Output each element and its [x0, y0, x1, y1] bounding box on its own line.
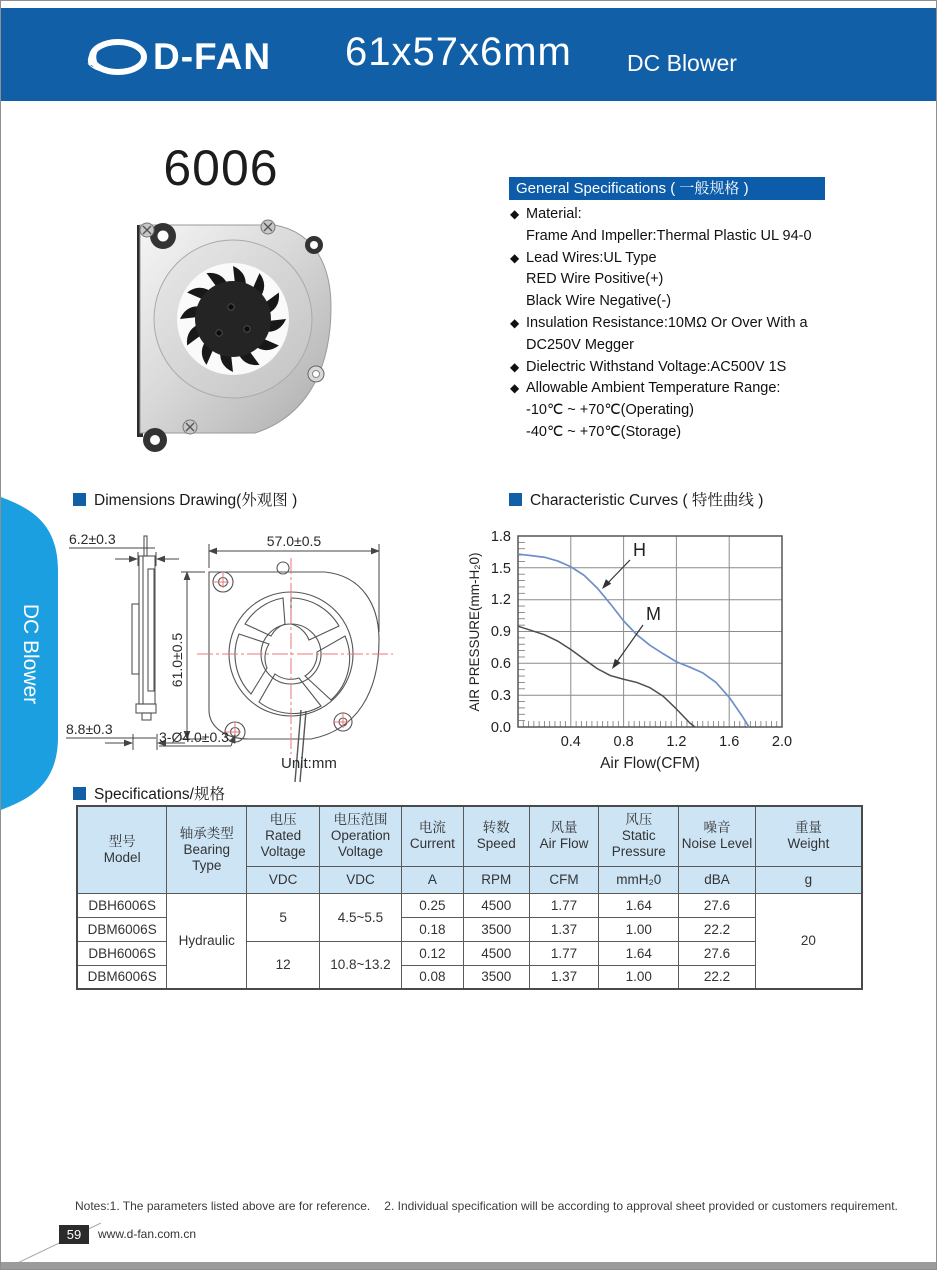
spec-line: [510, 400, 910, 422]
header-bar: [1, 8, 936, 101]
col-header-rated-voltage: 电压 Rated Voltage: [247, 806, 320, 866]
spec-line: [510, 248, 910, 270]
diamond-bullet-icon: [510, 400, 526, 422]
characteristic-curves-chart: [465, 512, 927, 778]
unit-label: Unit:mm: [281, 755, 337, 772]
diamond-bullet-icon: ◆: [510, 315, 520, 330]
xtick: 1.6: [719, 734, 740, 750]
brand-name: D-FAN: [153, 36, 272, 77]
cell-airflow: 1.77: [529, 941, 599, 965]
cell-model: DBH6006S: [77, 941, 167, 965]
annotation-h: [599, 540, 646, 591]
diamond-bullet-icon: ◆: [510, 381, 520, 396]
cell-current: 0.18: [401, 917, 463, 941]
spec-line: [510, 335, 910, 357]
spec-text: Insulation Resistance:10MΩ Or Over With a: [526, 314, 808, 331]
cell-noise: 22.2: [679, 917, 756, 941]
diamond-bullet-icon: [510, 335, 526, 357]
spec-line: [510, 204, 910, 226]
unit-g: g: [755, 866, 862, 893]
diamond-bullet-icon: ◆: [510, 359, 520, 374]
dim-bottom-label: 8.8±0.3: [66, 721, 113, 737]
section-specifications-label: Specifications/规格: [94, 786, 225, 803]
cell-voltage: 12: [247, 941, 320, 989]
specifications-table: [76, 805, 863, 990]
spec-line: [510, 357, 910, 379]
page-number: 59: [59, 1225, 89, 1244]
diamond-bullet-icon: [510, 422, 526, 444]
diamond-bullet-icon: ◆: [510, 250, 520, 265]
fan-product-photo: [127, 211, 339, 453]
general-specs-title: General Specifications ( 一般规格 ): [509, 177, 825, 200]
xtick: 0.8: [613, 734, 634, 750]
spec-text: Lead Wires:UL Type: [526, 249, 657, 266]
y-axis-title: AIR PRESSURE(mm-H₂0): [467, 552, 482, 712]
website-link[interactable]: www.d-fan.com.cn: [98, 1227, 197, 1241]
annotation-m: [609, 604, 661, 671]
section-dimensions: [73, 488, 297, 510]
spec-line: [510, 422, 910, 444]
cell-voltage-range: 4.5~5.5: [320, 893, 402, 941]
col-header-noise: 噪音 Noise Level: [679, 806, 756, 866]
brand-logo: [83, 35, 271, 79]
model-number: 6006: [163, 140, 279, 196]
xtick: 0.4: [560, 734, 581, 750]
col-header-current: 电流 Current: [401, 806, 463, 866]
cell-pressure: 1.64: [599, 941, 679, 965]
cell-current: 0.25: [401, 893, 463, 917]
unit-vdc: VDC: [247, 866, 320, 893]
cell-model: DBM6006S: [77, 965, 167, 989]
notes: [75, 1199, 915, 1213]
diamond-bullet-icon: [510, 291, 526, 313]
cell-pressure: 1.00: [599, 917, 679, 941]
sidebar-tab-label: DC Blower: [19, 603, 42, 705]
cell-speed: 3500: [463, 917, 529, 941]
xtick: 2.0: [771, 734, 793, 750]
note-1: Notes:1. The parameters listed above are for reference.: [75, 1199, 371, 1213]
spec-line: [510, 269, 910, 291]
cell-speed: 4500: [463, 941, 529, 965]
spec-text: -10℃ ~ +70℃(Operating): [526, 402, 694, 419]
ytick: 0.0: [490, 720, 511, 736]
spec-text: Dielectric Withstand Voltage:AC500V 1S: [526, 358, 787, 375]
section-curves-label: Characteristic Curves ( 特性曲线 ): [530, 492, 764, 509]
blue-square-icon: [73, 787, 86, 800]
spec-text: RED Wire Positive(+): [526, 271, 664, 288]
cell-voltage: 5: [247, 893, 320, 941]
dim-holes-label: 3-Ø4.0±0.3: [159, 729, 229, 745]
bottom-strip: [1, 1262, 936, 1269]
sidebar-tab-dc-blower: [1, 497, 59, 810]
col-header-operation-voltage: 电压范围 Operation Voltage: [320, 806, 402, 866]
spec-line: [510, 226, 910, 248]
ytick: 0.9: [490, 624, 511, 640]
unit-cfm: CFM: [529, 866, 599, 893]
cell-voltage-range: 10.8~13.2: [320, 941, 402, 989]
ytick: 1.2: [490, 592, 511, 608]
cell-current: 0.08: [401, 965, 463, 989]
unit-rpm: RPM: [463, 866, 529, 893]
cell-airflow: 1.77: [529, 893, 599, 917]
unit-dba: dBA: [679, 866, 756, 893]
section-specifications: [73, 782, 225, 804]
section-dimensions-label: Dimensions Drawing(外观图 ): [94, 492, 298, 509]
diamond-bullet-icon: [510, 226, 526, 248]
curve-m: [518, 626, 695, 727]
cell-pressure: 1.64: [599, 893, 679, 917]
blue-square-icon: [509, 493, 522, 506]
spec-text: DC250V Megger: [526, 336, 634, 353]
unit-vdc: VDC: [320, 866, 402, 893]
cell-bearing: Hydraulic: [167, 893, 247, 989]
ytick: 0.3: [490, 688, 511, 704]
ytick: 1.8: [490, 529, 511, 545]
col-header-pressure: 风压 Static Pressure: [599, 806, 679, 866]
cell-model: DBH6006S: [77, 893, 167, 917]
cell-noise: 27.6: [679, 941, 756, 965]
spec-text: Allowable Ambient Temperature Range:: [526, 380, 781, 397]
spec-text: Black Wire Negative(-): [526, 293, 672, 310]
cell-noise: 22.2: [679, 965, 756, 989]
unit-mmh2o: mmH₂0: [599, 866, 679, 893]
dim-width-label: 57.0±0.5: [266, 533, 322, 549]
spec-line: [510, 378, 910, 400]
diamond-bullet-icon: ◆: [510, 207, 520, 221]
ytick: 0.6: [490, 656, 511, 672]
dimensions-drawing: [63, 514, 468, 786]
spec-text: Material:: [526, 206, 582, 222]
col-header-speed: 转数 Speed: [463, 806, 529, 866]
col-header-bearing: 轴承类型 Bearing Type: [167, 806, 247, 893]
cell-current: 0.12: [401, 941, 463, 965]
cell-noise: 27.6: [679, 893, 756, 917]
dim-height-label: 61.0±0.5: [169, 632, 185, 688]
ytick: 1.5: [490, 561, 511, 577]
spec-text: -40℃ ~ +70℃(Storage): [526, 423, 682, 440]
curve-m-label: M: [646, 604, 661, 624]
cell-weight: 20: [755, 893, 862, 989]
dim-side-width-label: 6.2±0.3: [69, 531, 116, 547]
xtick: 1.2: [666, 734, 687, 750]
spec-text: Frame And Impeller:Thermal Plastic UL 94-0: [526, 227, 812, 244]
page-title-product: DC Blower: [627, 50, 737, 76]
diamond-bullet-icon: [510, 269, 526, 291]
page-title-size: 61x57x6mm: [345, 30, 572, 74]
section-curves: [509, 488, 763, 510]
cell-airflow: 1.37: [529, 965, 599, 989]
col-header-model: 型号 Model: [77, 806, 167, 893]
col-header-weight: 重量 Weight: [755, 806, 862, 866]
spec-line: [510, 291, 910, 313]
curve-h-label: H: [633, 540, 646, 560]
cell-airflow: 1.37: [529, 917, 599, 941]
note-2: 2. Individual specification will be according to approval sheet provided or customers requirement.: [384, 1199, 898, 1213]
cell-pressure: 1.00: [599, 965, 679, 989]
general-specs-list: [510, 204, 910, 444]
curve-h: [518, 554, 749, 727]
unit-a: A: [401, 866, 463, 893]
cell-model: DBM6006S: [77, 917, 167, 941]
cell-speed: 3500: [463, 965, 529, 989]
table-row: [77, 893, 862, 917]
cell-speed: 4500: [463, 893, 529, 917]
blue-square-icon: [73, 493, 86, 506]
dfan-swoosh-icon: [83, 35, 149, 79]
spec-line: [510, 313, 910, 335]
col-header-airflow: 风量 Air Flow: [529, 806, 599, 866]
x-axis-title: Air Flow(CFM): [600, 755, 700, 772]
